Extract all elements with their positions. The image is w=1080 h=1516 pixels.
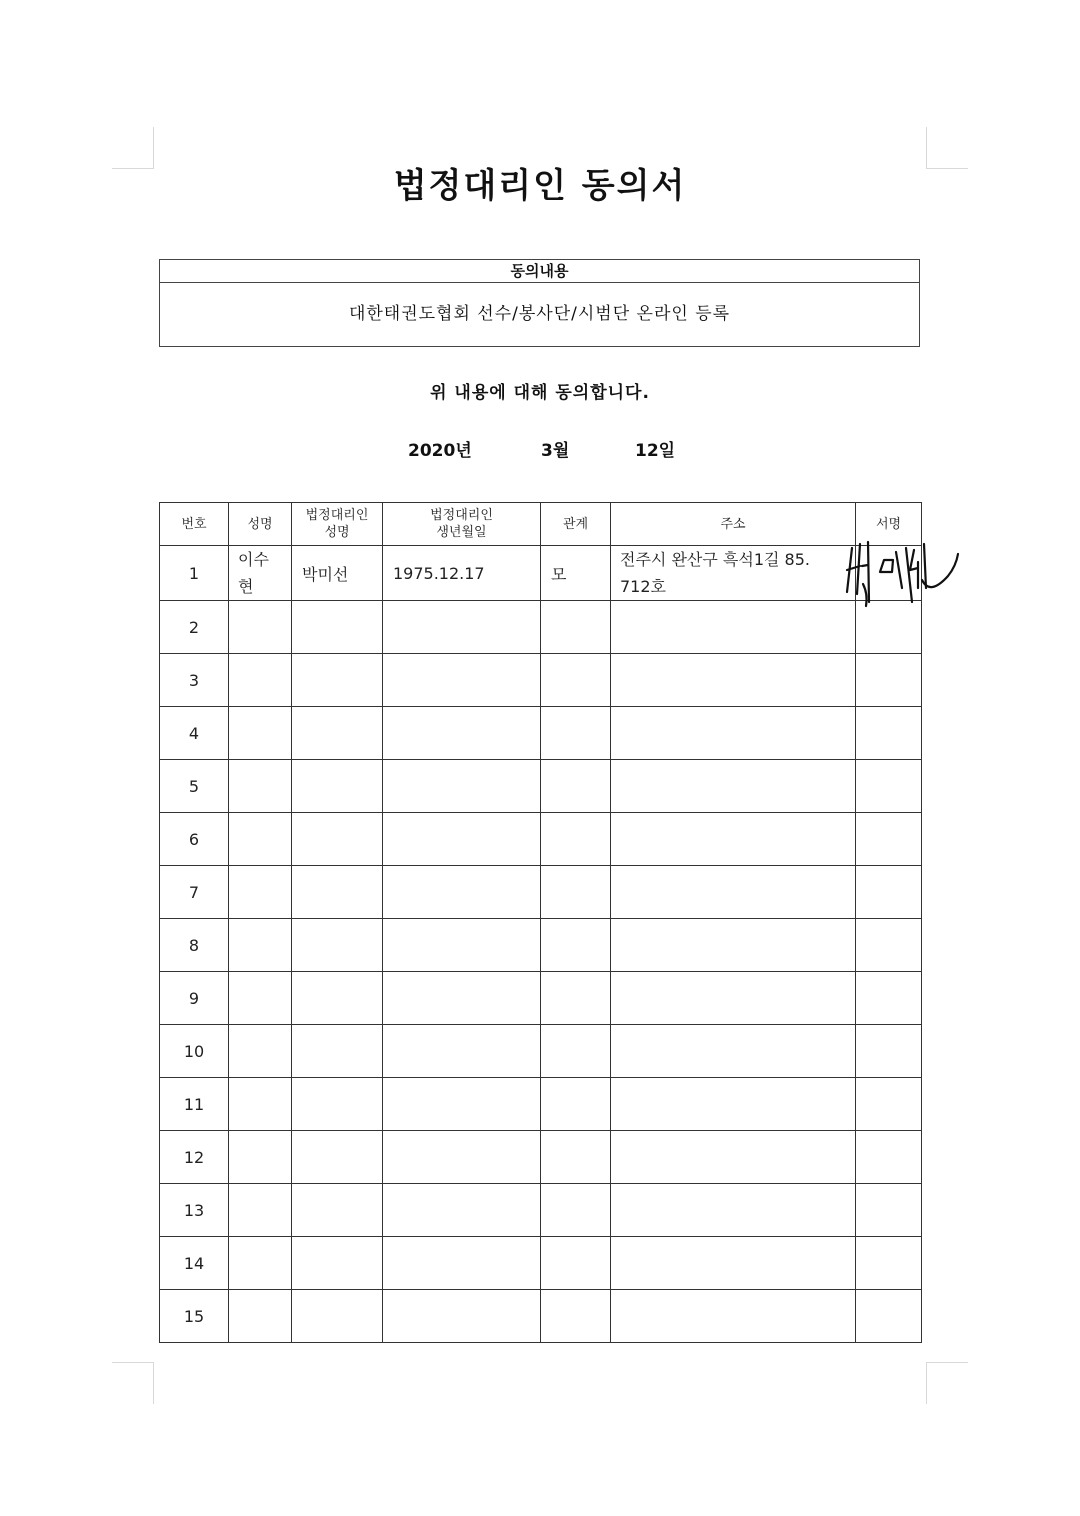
row-address (611, 601, 856, 654)
row-address-line2: 712호 (620, 577, 666, 596)
row-address (611, 1131, 856, 1184)
row-name (229, 813, 292, 866)
date-month: 3월 (541, 441, 570, 461)
crop-mark-br-v (926, 1362, 927, 1404)
row-address-line1: 전주시 완산구 흑석1길 85. (620, 550, 810, 569)
header-number: 번호 (160, 503, 229, 546)
row-address (611, 919, 856, 972)
row-guardian-name (292, 1025, 383, 1078)
row-number: 6 (160, 813, 229, 866)
row-address (611, 813, 856, 866)
table-row (160, 1131, 922, 1184)
row-guardian-birth (383, 866, 541, 919)
row-number: 15 (160, 1290, 229, 1343)
agreement-statement: 위 내용에 대해 동의합니다. (430, 383, 650, 403)
row-relation (541, 919, 611, 972)
row-guardian-birth (383, 1237, 541, 1290)
row-guardian-name (292, 972, 383, 1025)
row-name (229, 1237, 292, 1290)
row-guardian-birth (383, 601, 541, 654)
row-name (229, 1078, 292, 1131)
row-address (611, 972, 856, 1025)
row-guardian-name (292, 1078, 383, 1131)
row-number: 9 (160, 972, 229, 1025)
row-number: 13 (160, 1184, 229, 1237)
row-relation (541, 1237, 611, 1290)
row-relation (541, 1184, 611, 1237)
row-name (229, 1184, 292, 1237)
table-row (160, 813, 922, 866)
row-name (229, 546, 292, 601)
row-name-line2: 현 (238, 577, 254, 596)
row-signature (856, 1131, 922, 1184)
row-signature (856, 654, 922, 707)
table-row (160, 1078, 922, 1131)
table-body (160, 546, 922, 1343)
row-signature (856, 813, 922, 866)
row-address (611, 1184, 856, 1237)
table-row (160, 919, 922, 972)
row-name-line1: 이수 (238, 550, 269, 569)
row-number: 2 (160, 601, 229, 654)
row-guardian-name (292, 866, 383, 919)
row-number: 12 (160, 1131, 229, 1184)
row-guardian-birth (383, 1290, 541, 1343)
row-name (229, 972, 292, 1025)
row-signature (856, 1184, 922, 1237)
row-number: 14 (160, 1237, 229, 1290)
table-row (160, 1290, 922, 1343)
row-number: 11 (160, 1078, 229, 1131)
header-guardian-name-line1: 법정대리인 (305, 508, 369, 523)
consent-body: 대한태권도협회 선수/봉사단/시범단 온라인 등록 (348, 304, 731, 324)
row-name (229, 707, 292, 760)
row-relation (541, 760, 611, 813)
row-name (229, 1290, 292, 1343)
row-guardian-name (292, 760, 383, 813)
table-header-row (160, 503, 922, 546)
row-signature (856, 866, 922, 919)
consent-header: 동의내용 (160, 260, 919, 283)
row-signature (856, 1290, 922, 1343)
row-guardian-name (292, 1237, 383, 1290)
row-relation (541, 813, 611, 866)
header-guardian-birth (383, 503, 541, 546)
table-row (160, 1237, 922, 1290)
row-name (229, 919, 292, 972)
header-guardian-name-line2: 성명 (324, 525, 350, 540)
row-number: 5 (160, 760, 229, 813)
row-name (229, 760, 292, 813)
row-relation (541, 654, 611, 707)
table-row (160, 707, 922, 760)
row-relation (541, 866, 611, 919)
row-signature (856, 1237, 922, 1290)
row-signature (856, 972, 922, 1025)
row-address (611, 1290, 856, 1343)
row-relation (541, 1078, 611, 1131)
row-relation (541, 1025, 611, 1078)
row-guardian-name (292, 601, 383, 654)
row-address (611, 1025, 856, 1078)
row-name (229, 601, 292, 654)
row-guardian-birth (383, 707, 541, 760)
row-address (611, 760, 856, 813)
row-number: 3 (160, 654, 229, 707)
table-row (160, 1025, 922, 1078)
row-guardian-name (292, 813, 383, 866)
row-guardian-name (292, 1290, 383, 1343)
row-signature (856, 760, 922, 813)
row-guardian-birth (383, 1078, 541, 1131)
row-number: 4 (160, 707, 229, 760)
table-row (160, 760, 922, 813)
table-row (160, 1184, 922, 1237)
row-number: 7 (160, 866, 229, 919)
row-guardian-birth (383, 1131, 541, 1184)
crop-mark-br-h (926, 1362, 968, 1363)
consent-box (159, 259, 920, 347)
row-guardian-birth: 1975.12.17 (383, 546, 541, 601)
row-signature (856, 601, 922, 654)
table-row (160, 654, 922, 707)
row-guardian-birth (383, 972, 541, 1025)
crop-mark-bl-h (112, 1362, 154, 1363)
row-name (229, 1131, 292, 1184)
row-guardian-name: 박미선 (292, 546, 383, 601)
row-address (611, 546, 856, 601)
row-address (611, 1078, 856, 1131)
row-number: 8 (160, 919, 229, 972)
row-relation: 모 (541, 546, 611, 601)
document-title: 법정대리인 동의서 (393, 166, 687, 206)
header-guardian-birth-line2: 생년월일 (436, 525, 487, 540)
row-relation (541, 601, 611, 654)
row-guardian-name (292, 1131, 383, 1184)
row-guardian-name (292, 654, 383, 707)
row-signature (856, 1078, 922, 1131)
row-name (229, 1025, 292, 1078)
row-guardian-name (292, 1184, 383, 1237)
row-number: 10 (160, 1025, 229, 1078)
row-guardian-birth (383, 654, 541, 707)
row-relation (541, 972, 611, 1025)
header-address: 주소 (611, 503, 856, 546)
header-guardian-name (292, 503, 383, 546)
row-guardian-birth (383, 813, 541, 866)
row-relation (541, 707, 611, 760)
row-guardian-birth (383, 919, 541, 972)
row-address (611, 1237, 856, 1290)
row-signature (856, 707, 922, 760)
table-row (160, 601, 922, 654)
table-row (160, 546, 922, 601)
crop-mark-bl-v (153, 1362, 154, 1404)
row-signature (856, 1025, 922, 1078)
row-guardian-name (292, 919, 383, 972)
date-year: 2020년 (408, 441, 472, 461)
header-name: 성명 (229, 503, 292, 546)
row-address (611, 866, 856, 919)
guardian-table (159, 502, 922, 1343)
table-row (160, 972, 922, 1025)
row-guardian-name (292, 707, 383, 760)
row-relation (541, 1290, 611, 1343)
row-signature (856, 919, 922, 972)
row-number: 1 (160, 546, 229, 601)
row-address (611, 654, 856, 707)
row-name (229, 654, 292, 707)
row-address (611, 707, 856, 760)
header-signature: 서명 (856, 503, 922, 546)
row-guardian-birth (383, 760, 541, 813)
row-name (229, 866, 292, 919)
row-guardian-birth (383, 1184, 541, 1237)
table-row (160, 866, 922, 919)
row-relation (541, 1131, 611, 1184)
header-relation: 관계 (541, 503, 611, 546)
date-day: 12일 (635, 441, 676, 461)
row-guardian-birth (383, 1025, 541, 1078)
handwritten-signature (838, 536, 962, 608)
header-guardian-birth-line1: 법정대리인 (430, 508, 493, 523)
